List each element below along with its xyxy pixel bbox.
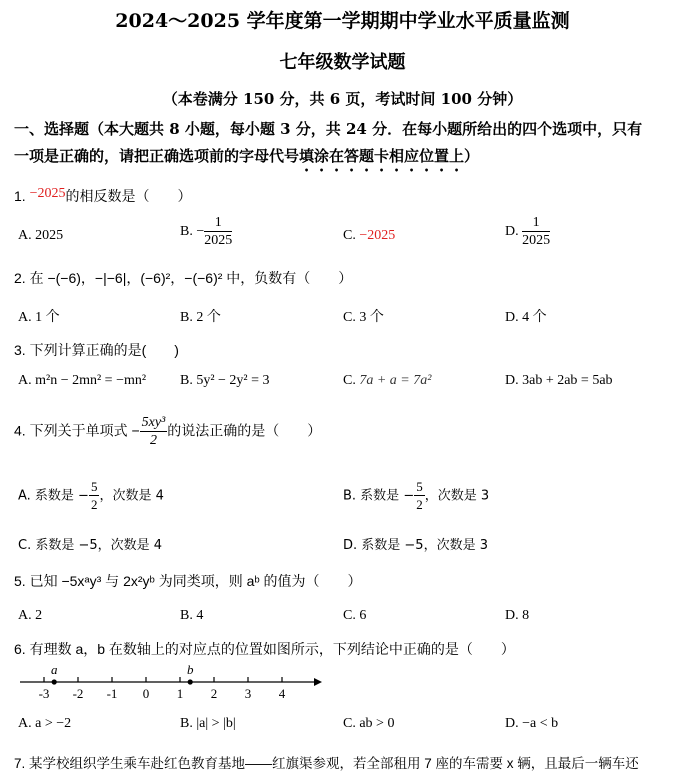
q3-option-d: D. 3ab + 2ab = 5ab (505, 373, 613, 388)
tick-label: 4 (278, 686, 286, 701)
q1-text: 的相反数是（ ） (65, 188, 192, 204)
q1-d-numerator: 1 (522, 214, 550, 232)
q3-option-c (343, 373, 431, 389)
q1-d-label: D. (505, 224, 519, 240)
q3-option-b: B. 5y² − 2y² = 3 (180, 373, 270, 388)
q4-b-pre: B. 系数是 − (343, 488, 415, 504)
point-a-label: a (50, 662, 58, 677)
section-heading-line2 (14, 145, 479, 175)
q5-option-b: B. 4 (180, 608, 204, 623)
q4-option-d: D. 系数是 −5，次数是 3 (343, 538, 488, 553)
q6-option-b: B. |a| > |b| (180, 716, 236, 731)
question-1-stem (14, 186, 191, 206)
q1-option-a: A. 2025 (18, 228, 64, 243)
q1-b-label: B. (180, 224, 193, 240)
tick-label: 3 (244, 686, 252, 701)
tick-label: -3 (38, 686, 50, 701)
q4-b-fraction (414, 478, 425, 514)
point-b-dot (188, 679, 193, 684)
q2-option-b: B. 2 个 (180, 310, 221, 325)
q5-option-d: D. 8 (505, 608, 530, 623)
exam-note: （本卷满分 150 分，共 6 页，考试时间 100 分钟） (162, 90, 523, 108)
q6-option-a: A. a > −2 (18, 716, 72, 731)
q1-b-sign: − (196, 224, 205, 240)
q4-numerator: 5xy³ (141, 415, 166, 430)
question-4-stem (14, 414, 321, 450)
q1-d-denominator: 2025 (522, 233, 551, 248)
question-3-stem: 3. 下列计算正确的是( ) (14, 342, 179, 358)
question-6-stem: 6. 有理数 a，b 在数轴上的对应点的位置如图所示，下列结论中正确的是（ ） (14, 641, 515, 657)
q4-option-b (343, 478, 489, 514)
q1-c-value: −2025 (359, 228, 396, 243)
q4-stem-pre: 4. 下列关于单项式 − (14, 422, 140, 439)
q1-c-label: C. (343, 228, 356, 243)
q5-option-a: A. 2 (18, 608, 43, 623)
tick-label: -1 (106, 686, 118, 701)
q1-b-numerator: 1 (204, 214, 232, 232)
q1-d-fraction (522, 214, 550, 250)
q1-value: −2025 (29, 186, 66, 201)
number-line-points (51, 662, 194, 685)
q1-number: 1. (14, 188, 26, 204)
q4-a-fraction (89, 478, 100, 514)
tick-label: -2 (72, 686, 84, 701)
q4-b-numerator: 5 (416, 479, 423, 494)
q4-denominator: 2 (149, 433, 157, 448)
q4-a-numerator: 5 (90, 479, 98, 494)
q2-option-c: C. 3 个 (343, 310, 384, 325)
point-a-dot (52, 679, 57, 684)
q6-option-d: D. −a < b (505, 716, 559, 731)
section-heading-pre: 一项是正确的，请把正确选项前的字母代号 (14, 147, 300, 165)
q4-a-denominator: 2 (90, 497, 98, 512)
section-heading-dotted: 填涂在答题卡相应位置上 (299, 147, 465, 165)
number-line-ticks (39, 677, 286, 701)
q4-stem-post: 的说法正确的是（ ） (167, 422, 322, 439)
q4-a-pre: A. 系数是 − (18, 488, 89, 504)
question-7-stem: 7. 某学校组织学生乘车赴红色教育基地——红旗渠参观，若全部租用 7 座的车需要 x 辆，且最后一辆车还 (14, 756, 639, 771)
q2-option-d: D. 4 个 (505, 310, 547, 325)
question-2-stem: 2. 在 −(−6)，−|−6|，(−6)²，−(−6)² 中，负数有（ ） (14, 270, 353, 286)
tick-label: 1 (176, 686, 184, 701)
section-heading-post: ） (464, 147, 480, 165)
q4-option-c: C. 系数是 −5，次数是 4 (18, 538, 163, 553)
q6-option-c: C. ab > 0 (343, 716, 395, 731)
section-heading-line1: 一、选择题（本大题共 8 小题，每小题 3 分，共 24 分．在每小题所给出的四个选项中，只有 (14, 120, 643, 138)
q1-b-denominator: 2025 (204, 233, 233, 248)
number-line-arrow (314, 678, 322, 686)
number-line-figure (18, 662, 323, 704)
q4-b-post: ，次数是 3 (424, 488, 490, 504)
q1-option-b (180, 214, 232, 250)
exam-subtitle: 七年级数学试题 (279, 52, 406, 73)
point-b-label: b (186, 662, 194, 677)
q4-fraction (140, 414, 168, 450)
question-5-stem: 5. 已知 −5xᵃy³ 与 2x²yᵇ 为同类项，则 aᵇ 的值为（ ） (14, 573, 362, 589)
q3-c-label: C. (343, 373, 356, 388)
tick-label: 0 (142, 686, 150, 701)
q3-option-a: A. m²n − 2mn² = −mn² (18, 373, 147, 388)
q5-option-c: C. 6 (343, 608, 367, 623)
tick-label: 2 (210, 686, 218, 701)
q3-c-expr: 7a + a = 7a² (359, 373, 432, 388)
q1-b-fraction (204, 214, 232, 250)
exam-title: 2024～2025 学年度第一学期期中学业水平质量监测 (115, 10, 570, 32)
q4-b-denominator: 2 (416, 497, 423, 512)
q2-option-a: A. 1 个 (18, 310, 60, 325)
q4-a-post: ，次数是 4 (99, 488, 164, 504)
q1-option-c (343, 228, 395, 244)
q4-option-a (18, 478, 164, 514)
q1-option-d (505, 214, 550, 250)
